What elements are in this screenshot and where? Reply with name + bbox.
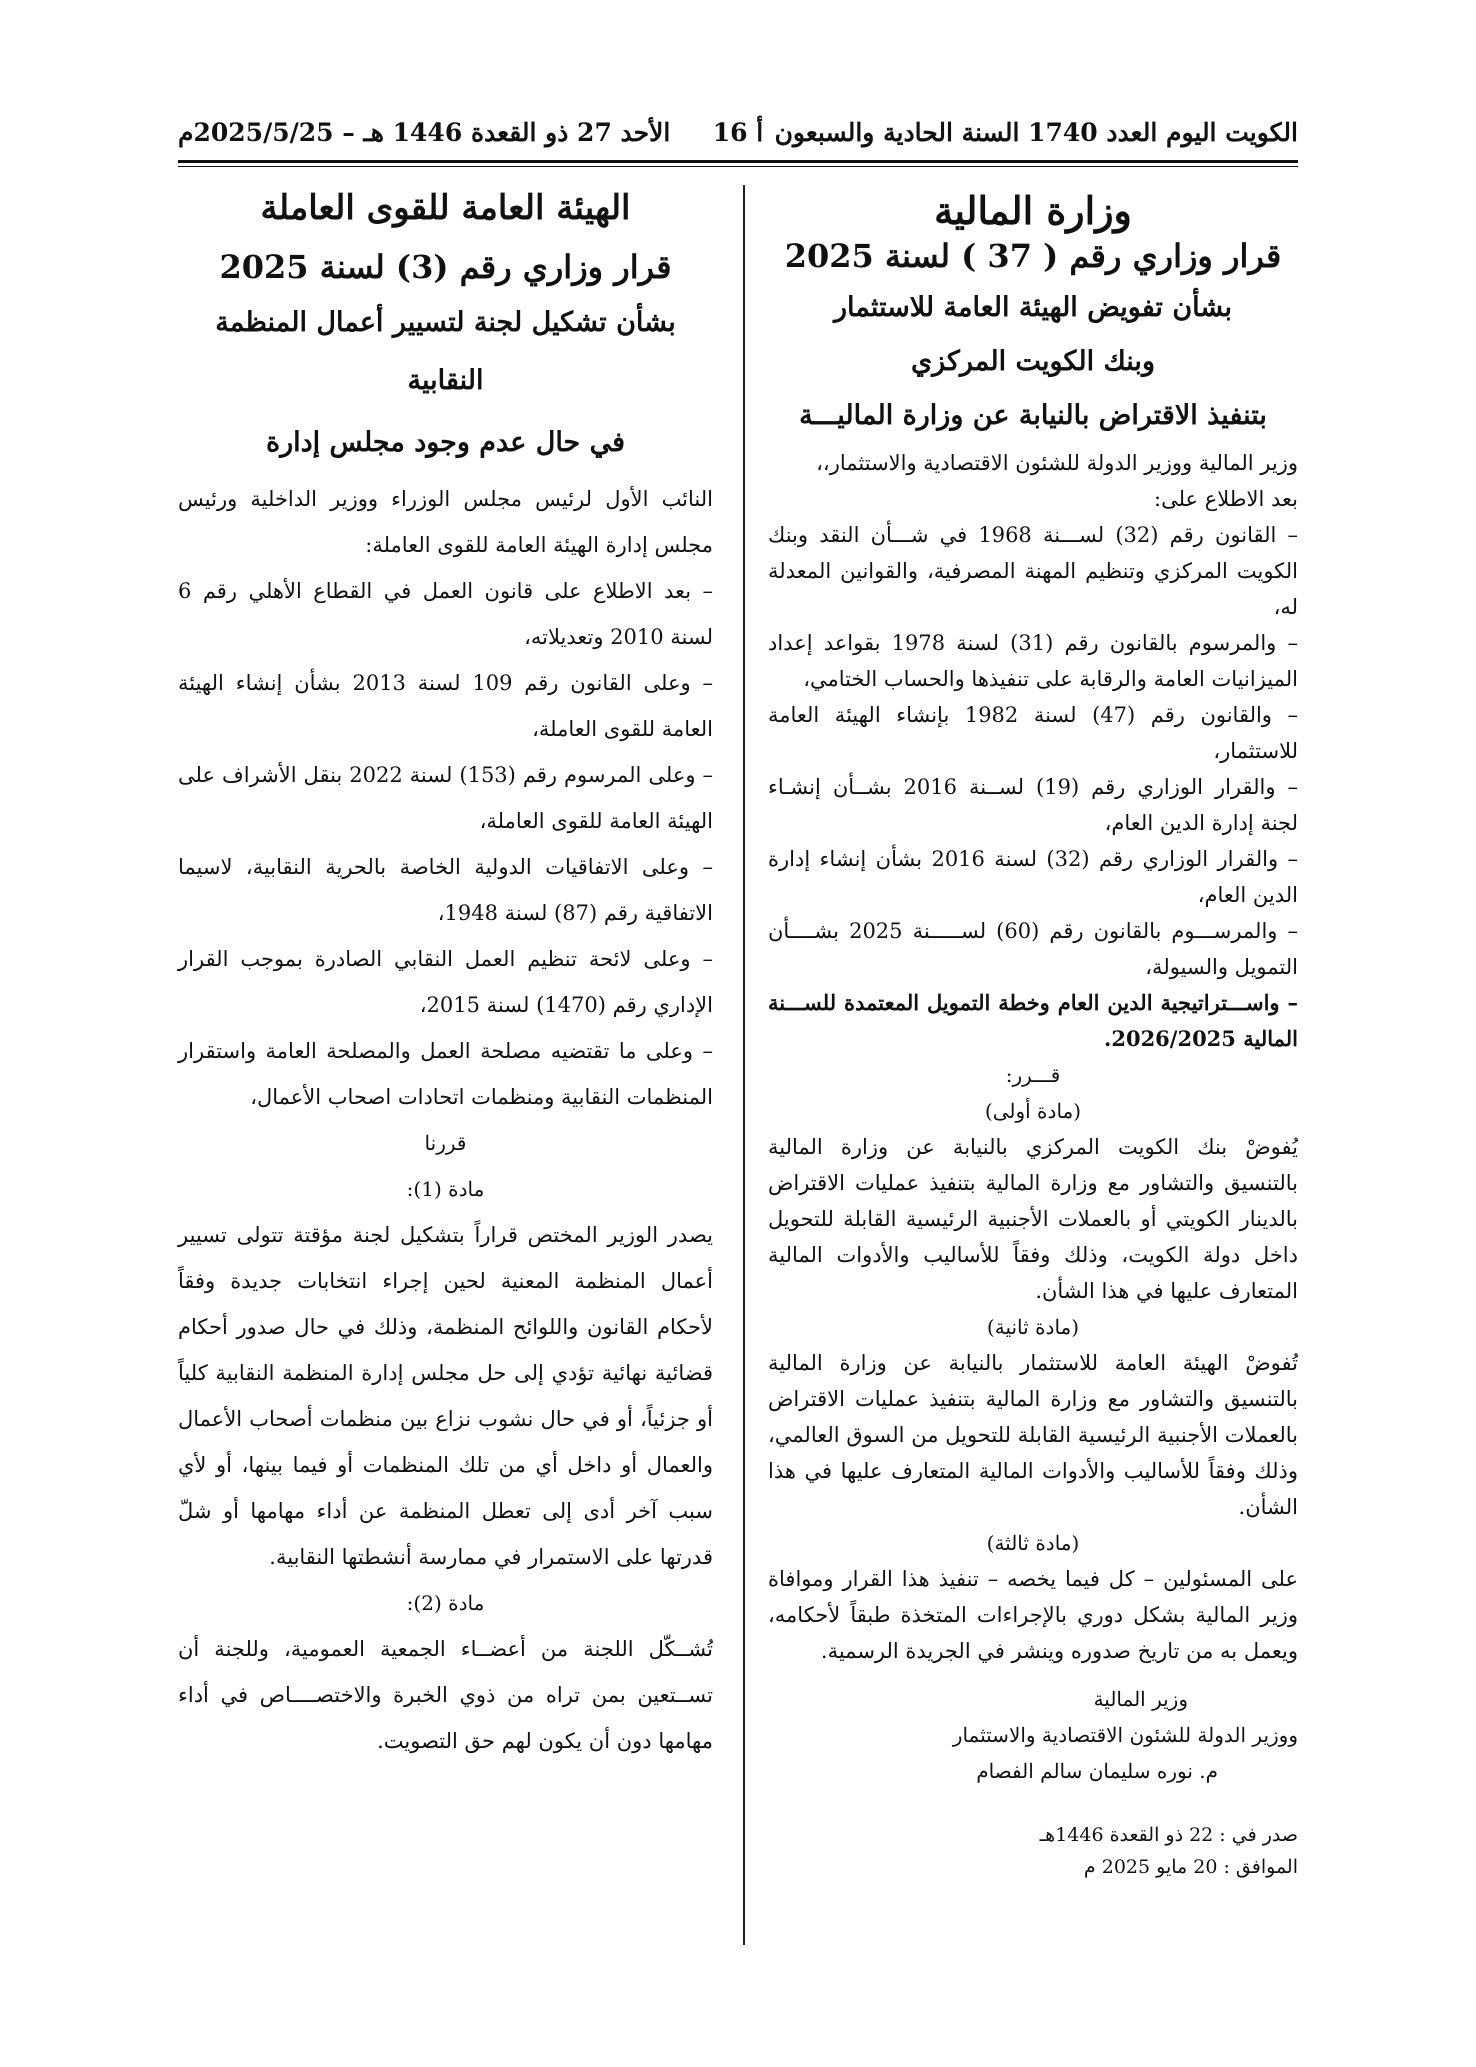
decision-subject-line: بتنفيذ الاقتراض بالنيابة عن وزارة الماليـــة [799,400,1267,431]
page-header [178,118,1298,160]
article-text: على المسئولين – كل فيما يخصه – تنفيذ هذا القرار وموافاة وزير المالية بشكل دوري بالإجراءات المتخذة طبقاً لأحكامه، ويعمل به من تاريخ صدوره وينشر في الجريدة الرسمية. [768,1567,1298,1663]
preamble-line: – والمرسوم بالقانون رقم (31) لسنة 1978 بقواعد إعداد الميزانيات العامة والرقابة على تنفيذها والحساب الختامي، [768,631,1298,691]
column-divider [743,185,745,1945]
article-heading: مادة (2): [406,1591,485,1615]
preamble-line: – وعلى لائحة تنظيم العمل النقابي الصادرة بموجب القرار الإداري رقم (1470) لسنة 2015، [178,947,713,1017]
article-text: تُفوضْ الهيئة العامة للاستثمار بالنيابة عن وزارة المالية بالتنسيق والتشاور مع وزارة المالية بتنفيذ عمليات الاقتراض بالعملات الأجنبية الرئيسية القابلة للتحويل من السوق العالمي، وذلك وفقاً للأساليب والأدوات المالية المتعارف عليها في هذا الشأن. [768,1351,1298,1519]
header-rule-thin [178,166,1298,167]
preamble-line: – القانون رقم (32) لســـنة 1968 في شـــأن النقد وبنك الكويت المركزي وتنظيم المهنة المصرفية، والقوانين المعدلة له، [768,523,1298,619]
issue-date: الأحد 27 ذو القعدة 1446 هـ – 2025/5/25م [178,118,671,147]
preamble-line: – وعلى القانون رقم 109 لسنة 2013 بشأن إنشاء الهيئة العامة للقوى العاملة، [178,671,713,741]
gazette-issue-info: الكويت اليوم العدد 1740 السنة الحادية والسبعون [774,118,1298,147]
article-heading: (مادة أولى) [984,1099,1082,1123]
preamble-line: – والقرار الوزاري رقم (32) لسنة 2016 بشأن إنشاء إدارة الدين العام، [768,847,1298,907]
article-heading: (مادة ثالثة) [986,1531,1080,1555]
preamble-line: – وعلى المرسوم رقم (153) لسنة 2022 بنقل الأشراف على الهيئة العامة للقوى العاملة، [178,763,713,833]
authority-title: الهيئة العامة للقوى العاملة [260,188,631,228]
decision-subject-line: بشأن تشكيل لجنة لتسيير أعمال المنظمة النقابية [215,307,676,396]
preamble-line: – واســـتراتيجية الدين العام وخطة التمويل المعتمدة للســـنة المالية 2026/2025. [768,990,1298,1051]
decision-number: قرار وزاري رقم (3) لسنة 2025 [219,248,672,286]
preamble-line: – والقانون رقم (47) لسنة 1982 بإنشاء الهيئة العامة للاستثمار، [768,703,1298,763]
decided-heading: قـــرر: [1005,1063,1061,1087]
signatory-name: م. نوره سليمان سالم الفصام [976,1759,1218,1783]
preamble-line: – بعد الاطلاع على قانون العمل في القطاع الأهلي رقم 6 لسنة 2010 وتعديلاته، [178,579,713,649]
article-text: يصدر الوزير المختص قراراً بتشكيل لجنة مؤقتة تتولى تسيير أعمال المنظمة المعنية لحين إجراء انتخابات جديدة وفقاً لأحكام القانون واللوائح المنظمة، وذلك في حال صدور أحكام قضائية نهائية تؤدي إلى حل مجلس إدارة المنظمة النقابية كلياً أو جزئياً، أو في حال نشوب نزاع بين منظمات أصحاب الأعمال والعمال أو داخل أي من تلك المنظمات أو فيما بينها، أو لأي سبب آخر أدى إلى تعطل المنظمة عن أداء مهامها أو شلّ قدرتها على الاستمرار في ممارسة أنشطتها النقابية. [178,1223,713,1569]
decided-heading: قررنا [424,1131,467,1155]
article-text: يُفوضْ بنك الكويت المركزي بالنيابة عن وزارة المالية بالتنسيق والتشاور مع وزارة المالية بتنفيذ عمليات الاقتراض بالدينار الكويتي أو بالعملات الأجنبية الرئيسية القابلة للتحويل داخل دولة الكويت، وذلك وفقاً للأساليب والأدوات المالية المتعارف عليها في هذا الشأن. [768,1135,1298,1303]
decision-subject-line: في حال عدم وجود مجلس إدارة [265,427,626,458]
finance-decision-column [768,180,1298,1883]
issue-date-block [768,1819,1298,1883]
page-number: أ 16 [712,118,764,147]
header-rule-thick [178,160,1298,163]
issued-gregorian: الموافق : 20 مايو 2025 م [1083,1856,1298,1878]
preamble-line: – وعلى ما تقتضيه مصلحة العمل والمصلحة العامة واستقرار المنظمات النقابية ومنظمات اتحادات اصحاب الأعمال، [178,1039,713,1109]
preamble-line: وزير المالية ووزير الدولة للشئون الاقتصادية والاستثمار،، [816,451,1298,475]
decision-subject-line: وبنك الكويت المركزي [911,346,1155,377]
article-text: تُشــكّل اللجنة من أعضــاء الجمعية العمومية، وللجنة أن تســتعين بمن تراه من ذوي الخبرة والاختصــــاص في أداء مهامها دون أن يكون لهم حق التصويت. [178,1637,713,1753]
manpower-decision-column [178,180,713,1764]
signatory-title: ووزير الدولة للشئون الاقتصادية والاستثمار [952,1723,1298,1747]
signature-block [768,1681,1298,1789]
preamble-line: النائب الأول لرئيس مجلس الوزراء ووزير الداخلية ورئيس مجلس إدارة الهيئة العامة للقوى العاملة: [178,487,713,557]
preamble-line: بعد الاطلاع على: [1154,487,1298,511]
ministry-title: وزارة المالية [934,188,1132,233]
signatory-title: وزير المالية [1093,1687,1188,1711]
article-heading: مادة (1): [406,1177,485,1201]
decision-number: قرار وزاري رقم ( 37 ) لسنة 2025 [784,237,1282,275]
issued-hijri: صدر في : 22 ذو القعدة 1446هـ [1039,1824,1298,1846]
preamble-line: – والقرار الوزاري رقم (19) لســنة 2016 بشــأن إنشـاء لجنة إدارة الدين العام، [768,775,1299,835]
preamble-line: – والمرســـوم بالقانون رقم (60) لســـــنة 2025 بشــــأن التمويل والسيولة، [768,919,1298,979]
preamble-line: – وعلى الاتفاقيات الدولية الخاصة بالحرية النقابية، لاسيما الاتفاقية رقم (87) لسنة 1948، [178,855,713,925]
article-heading: (مادة ثانية) [986,1315,1080,1339]
decision-subject-line: بشأن تفويض الهيئة العامة للاستثمار [834,292,1232,323]
